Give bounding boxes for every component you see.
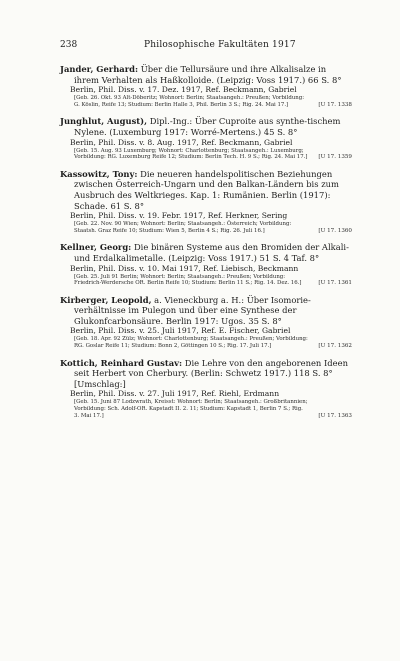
page-number: 238 <box>60 40 78 50</box>
dissertation-line: Berlin, Phil. Diss. v. 27. Juli 1917, Ref. Riehl, Erdmann <box>70 389 280 399</box>
dissertation-line: Berlin, Phil. Diss. v. 10. Mai 1917, Ref. Liebisch, Beckmann <box>70 263 299 273</box>
entry-lead <box>60 358 352 390</box>
vita-note <box>60 274 352 287</box>
entry <box>60 242 352 286</box>
vita-text: [Geb. 15. Juni 87 Lodzwrath, Kreisst: Wohnort: Berlin; Staatsangeh.: Großbritannien; Vorbildung: Sch. Adolf-OR. Kapstadt II. 2. 11; Studium: Kapstadt 1, Berlin 7 S.; Rig. 3. Mai 17.] <box>74 399 308 419</box>
catalog-ref: [U 17. 1361 <box>318 280 352 287</box>
entry <box>60 358 352 420</box>
entry-title: Dipl.-Ing.: Über Cuproite aus synthe-tischem Nylene. (Luxemburg 1917: Worré-Mertens.) 45 S. 8° <box>74 116 341 137</box>
catalog-ref: [U 17. 1359 <box>318 154 352 161</box>
entry-lead <box>60 116 352 137</box>
vita-note <box>60 221 352 234</box>
entry-title: Die Lehre von den angeborenen Ideen seit Herbert von Cherbury. (Berlin: Schwetz 1917.) 118 S. 8° [Umschlag:] <box>74 357 348 389</box>
entry-title: a. Vieneckburg a. H.: Über Isomorie-verhältnisse im Pulegon und über eine Synthese der Glukonfcarbonsäure. Berlin 1917: Ugos. 35 S. 8° <box>74 294 311 326</box>
vita-note <box>60 336 352 349</box>
author-name: Kassowitz, Tony: <box>60 168 138 179</box>
vita-note <box>60 148 352 161</box>
author-name: Kirberger, Leopold, <box>60 294 152 305</box>
author-name: Kottich, Reinhard Gustav: <box>60 357 183 368</box>
author-name: Jander, Gerhard: <box>60 64 139 74</box>
vita-text: [Geb. 25. Juli 91 Berlin; Wohnort: Berlin; Staatsangeh.: Preußen; Vorbildung: Friedrich-Werdersche OR. Berlin Reife 10; Studium: Berlin 11 S.; Rig. 14. Dez. 16.] <box>74 273 302 287</box>
entry-lead <box>60 64 352 85</box>
entry-title: Die binären Systeme aus den Bromiden der Alkali- und Erdalkalimetalle. (Leipzig: Voss 1917.) 51 S. 4 Taf. 8° <box>74 242 349 263</box>
running-title: Philosophische Fakultäten 1917 <box>144 40 296 50</box>
dissertation-line: Berlin, Phil. Diss. v. 19. Febr. 1917, Ref. Herkner, Sering <box>70 211 288 221</box>
vita-note <box>60 399 352 419</box>
entry-lead <box>60 295 352 327</box>
catalog-ref: [U 17. 1363 <box>318 412 352 419</box>
dissertation-line: Berlin, Phil. Diss. v. 17. Dez. 1917, Ref. Beckmann, Gabriel <box>70 85 297 95</box>
entry <box>60 169 352 235</box>
dissertation-line: Berlin, Phil. Diss. v. 25. Juli 1917, Ref. E. Fischer, Gabriel <box>70 326 291 336</box>
vita-text: [Geb. 18. Apr. 92 Zülz; Wohnort: Charlottenburg; Staatsangeh.: Preußen; Vorbildung: RG. Goslar Reife 11; Studium: Bonn 2, Göttingen 10 S.; Rig. 17. Juli 17.] <box>74 336 308 350</box>
vita-text: [Geb. 26. Okt. 93 Alt-Döberitz; Wohnort: Berlin; Staatsangeh.: Preußen; Vorbildung: G. Köslin, Reife 13; Studium: Berlin Halle 3, Phil. Berlin 3 S.; Rig. 24. Mai 17.] <box>74 95 305 108</box>
vita-note <box>60 95 352 108</box>
entry-lead <box>60 169 352 211</box>
catalog-ref: [U 17. 1360 <box>318 227 352 234</box>
entry <box>60 116 352 160</box>
catalog-ref: [U 17. 1362 <box>318 343 352 350</box>
entry-title: Über die Tellursäure und ihre Alkalisalze in ihrem Verhalten als Haßkolloide. (Leipzig: Voss 1917.) 66 S. 8° <box>74 64 342 85</box>
entry <box>60 295 352 350</box>
entry <box>60 64 352 108</box>
entry-list <box>60 64 352 427</box>
entry-lead <box>60 242 352 263</box>
dissertation-line: Berlin, Phil. Diss. v. 8. Aug. 1917, Ref. Beckmann, Gabriel <box>70 137 293 147</box>
catalog-ref: [U 17. 1338 <box>318 101 352 108</box>
entry-title: Die neueren handelspolitischen Beziehungen zwischen Österreich-Ungarn und den Balkan-Ländern bis zum Ausbruch des Weltkrieges. Kap. 1: Rumänien. Berlin (1917): Schade. 61 S. 8° <box>74 168 339 211</box>
author-name: Kellner, Georg: <box>60 242 132 253</box>
vita-text: [Geb. 22. Nov. 90 Wien; Wohnort: Berlin; Staatsangeh.: Österreich; Vorbildung: Staatsh. Graz Reife 10; Studium: Wien 5, Berlin 4 S.; Rig. 26. Juli 16.] <box>74 221 292 234</box>
author-name: Junghlut, August), <box>60 116 148 127</box>
vita-text: [Geb. 15. Aug. 93 Luxemburg; Wohnort: Charlottenburg; Staatsangeh.: Luxemburg; Vorbildung: RG. Luxemburg Reife 12; Studium: Berlin Tech. H. 9 S.; Rig. 24. Mai 17.] <box>74 147 308 161</box>
